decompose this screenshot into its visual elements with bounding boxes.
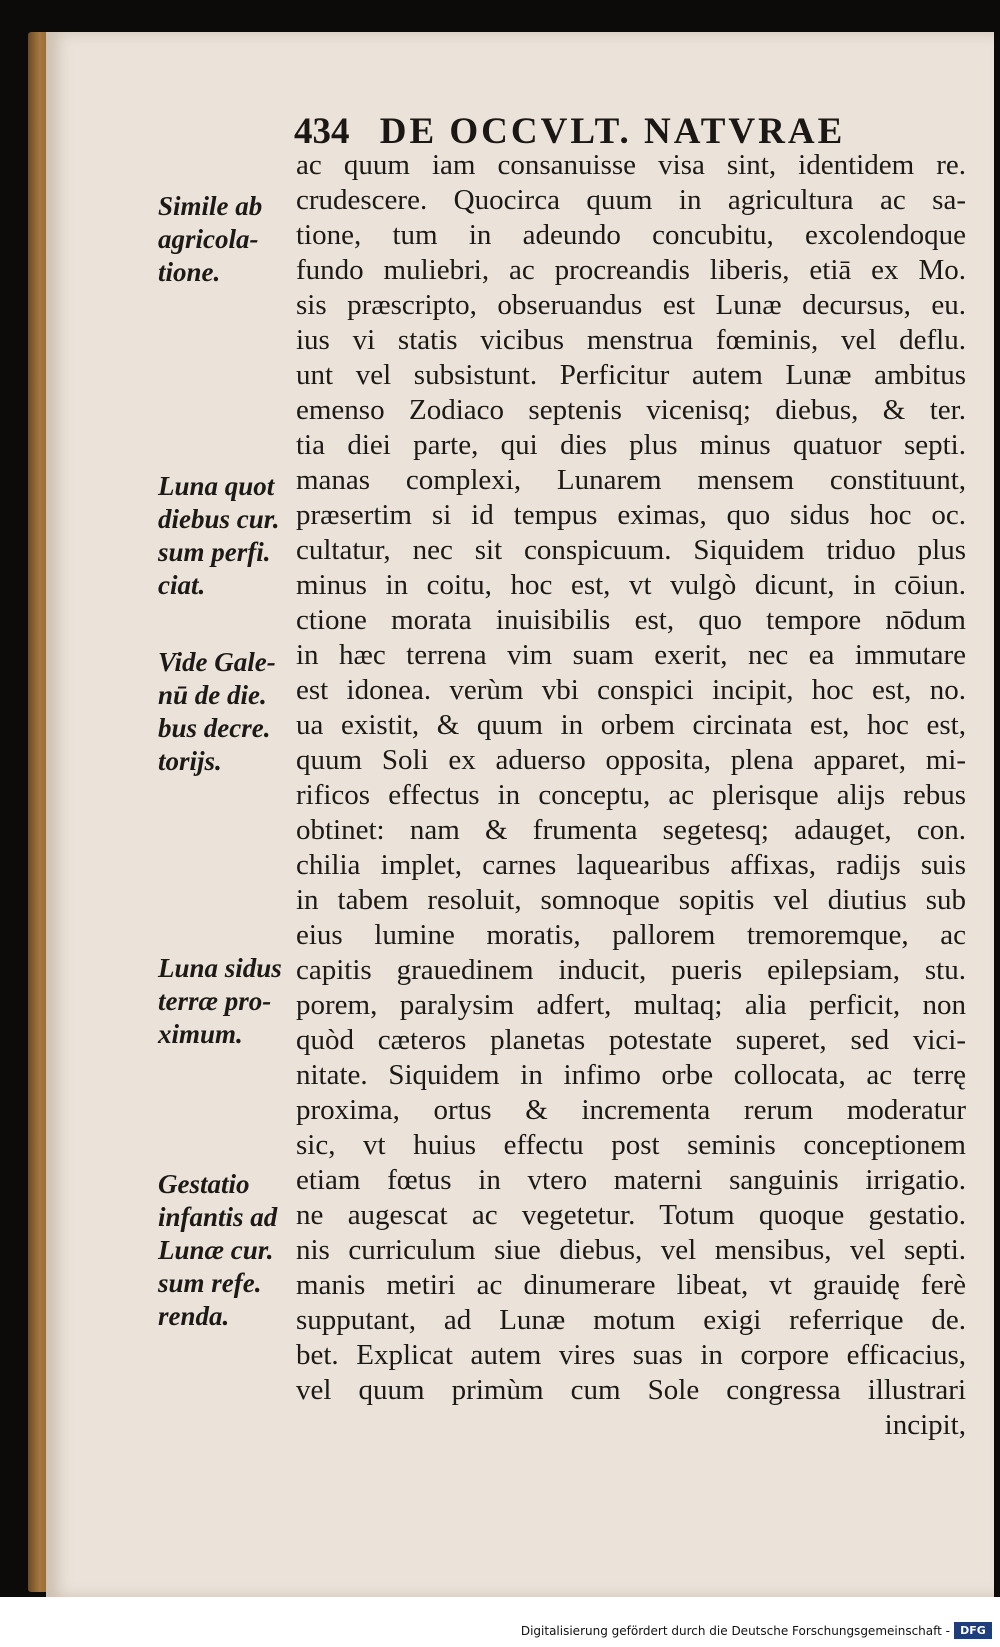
- text-line: quòd cæteros planetas potestate superet, sed vici-: [296, 1024, 966, 1056]
- page-number: 434: [294, 111, 350, 152]
- marginal-line: diebus cur.: [158, 504, 280, 534]
- text-line: in tabem resoluit, somnoque sopitis vel diutius sub: [296, 884, 966, 916]
- text-line: obtinet: nam & frumenta segetesq; adauget, con.: [296, 814, 966, 846]
- running-title: DE OCCVLT. NATVRAE: [379, 111, 846, 152]
- text-line: ua existit, & quum in orbem circinata est, hoc est,: [296, 709, 966, 741]
- marginal-line: bus decre.: [158, 713, 271, 743]
- marginal-line: infantis ad: [158, 1202, 278, 1232]
- marginal-line: tione.: [158, 257, 221, 287]
- text-line: supputant, ad Lunæ motum exigi referrique de.: [296, 1304, 966, 1336]
- text-line: eius lumine moratis, pallorem tremoremque, ac: [296, 919, 966, 951]
- text-line: unt vel subsistunt. Perficitur autem Lunæ ambitus: [296, 359, 966, 391]
- marginal-line: Luna sidus: [158, 953, 282, 983]
- text-line: minus in coitu, hoc est, vt vulgò dicunt, in cōiun.: [296, 569, 966, 601]
- marginal-line: agricola-: [158, 224, 259, 254]
- text-line: ac quum iam consanuisse visa sint, identidem re.: [296, 149, 966, 181]
- text-line: ne augescat ac vegetetur. Totum quoque gestatio.: [296, 1199, 966, 1231]
- text-line: incipit,: [884, 1409, 966, 1441]
- marginal-line: ximum.: [158, 1019, 243, 1049]
- marginal-line: Gestatio: [158, 1169, 250, 1199]
- text-line: fundo muliebri, ac procreandis liberis, etiā ex Mo.: [296, 254, 966, 286]
- text-line: proxima, ortus & incrementa rerum moderatur: [296, 1094, 966, 1126]
- text-line: etiam fœtus in vtero materni sanguinis irrigatio.: [296, 1164, 966, 1196]
- text-line: porem, paralysim adfert, multaq; alia perficit, non: [296, 989, 966, 1021]
- book-page: [46, 32, 994, 1597]
- dfg-logo: DFG: [954, 1622, 992, 1639]
- text-line: chilia implet, carnes laquearibus affixas, radijs suis: [296, 849, 966, 881]
- marginal-line: sum refe.: [158, 1268, 262, 1298]
- text-line: præsertim si id tempus eximas, quo sidus hoc oc.: [296, 499, 966, 531]
- text-line: manas complexi, Lunarem mensem constituunt,: [296, 464, 966, 496]
- text-line: crudescere. Quocirca quum in agricultura ac sa-: [296, 184, 966, 216]
- text-line: quum Soli ex aduerso opposita, plena apparet, mi-: [296, 744, 966, 776]
- text-line: rificos effectus in conceptu, ac plerisque alijs rebus: [296, 779, 966, 811]
- text-line: nis curriculum siue diebus, vel mensibus, vel septi.: [296, 1234, 966, 1266]
- body-text: [296, 148, 966, 1443]
- text-line: nitate. Siquidem in infimo orbe collocata, ac terrę: [296, 1059, 966, 1091]
- marginal-note: [158, 646, 308, 778]
- marginal-line: Luna quot: [158, 471, 275, 501]
- text-line: cultatur, nec sit conspicuum. Siquidem triduo plus: [296, 534, 966, 566]
- funding-notice: Digitalisierung gefördert durch die Deutsche Forschungsgemeinschaft -: [520, 1624, 950, 1638]
- marginal-line: sum perfi.: [158, 537, 271, 567]
- text-line: emenso Zodiaco septenis vicenisq; diebus, & ter.: [296, 394, 966, 426]
- marginal-line: terræ pro-: [158, 986, 272, 1016]
- marginal-note: [158, 1168, 308, 1333]
- marginal-line: torijs.: [158, 746, 222, 776]
- text-line: bet. Explicat autem vires suas in corpore efficacius,: [296, 1339, 966, 1371]
- text-line: sis præscripto, obseruandus est Lunæ decursus, eu.: [296, 289, 966, 321]
- marginal-line: ciat.: [158, 570, 206, 600]
- text-line: manis metiri ac dinumerare libeat, vt grauidę ferè: [296, 1269, 966, 1301]
- digitization-footer: [0, 1597, 1000, 1647]
- marginal-line: Lunæ cur.: [158, 1235, 274, 1265]
- text-line: ius vi statis vicibus menstrua fœminis, vel deflu.: [296, 324, 966, 356]
- marginal-line: Simile ab: [158, 191, 263, 221]
- text-line: capitis grauedinem inducit, pueris epilepsiam, stu.: [296, 954, 966, 986]
- marginal-line: Vide Gale-: [158, 647, 276, 677]
- text-line: est idonea. verùm vbi conspici incipit, hoc est, no.: [296, 674, 966, 706]
- marginal-note: [158, 470, 308, 602]
- marginal-line: nū de die.: [158, 680, 267, 710]
- text-line: in hæc terrena vim suam exerit, nec ea immutare: [296, 639, 966, 671]
- text-line: sic, vt huius effectu post seminis conceptionem: [296, 1129, 966, 1161]
- text-line: tione, tum in adeundo concubitu, excolendoque: [296, 219, 966, 251]
- marginal-note: [158, 952, 308, 1051]
- text-line: tia diei parte, qui dies plus minus quatuor septi.: [296, 429, 966, 461]
- text-line: vel quum primùm cum Sole congressa illustrari: [296, 1374, 966, 1406]
- marginal-line: renda.: [158, 1301, 230, 1331]
- marginal-note: [158, 190, 308, 289]
- text-line: ctione morata inuisibilis est, quo tempore nōdum: [296, 604, 966, 636]
